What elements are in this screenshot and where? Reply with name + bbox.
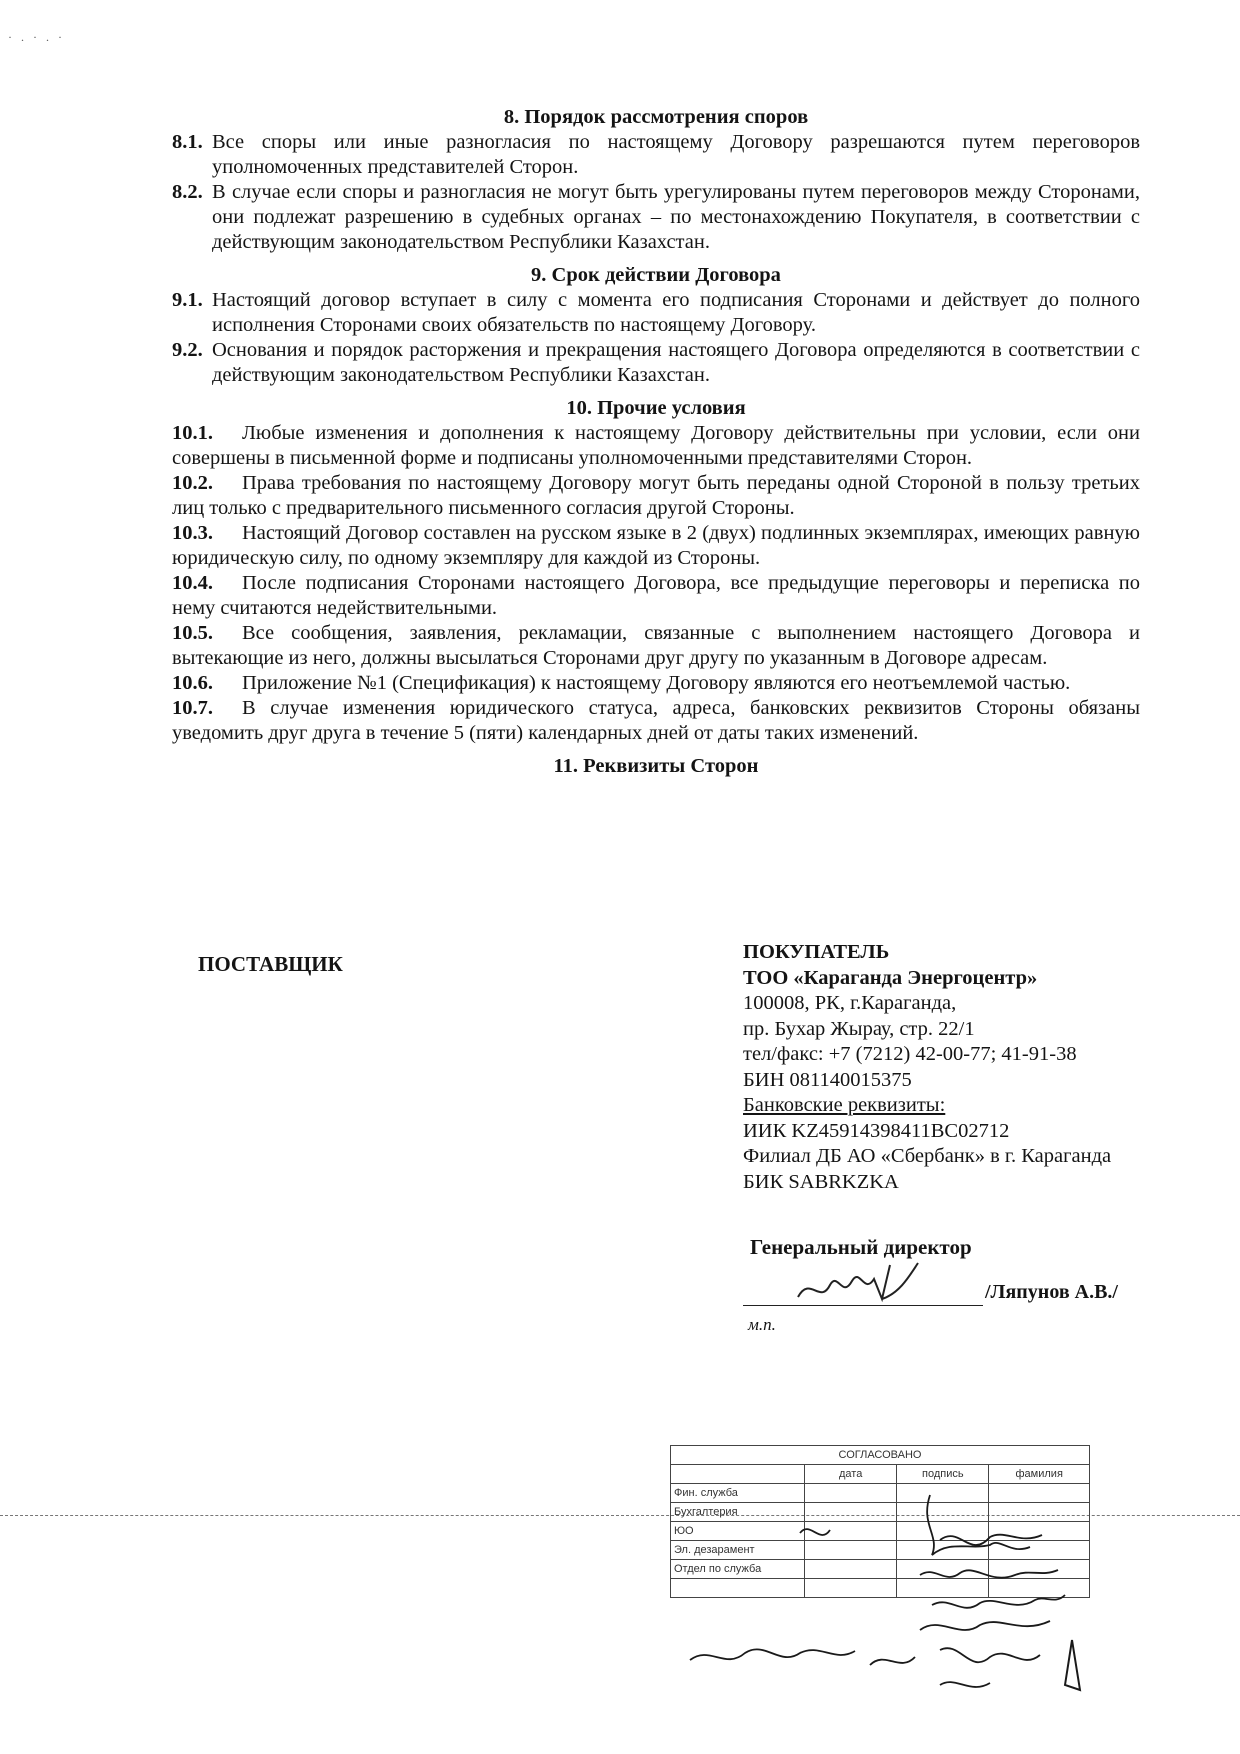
clause-number: 10.5. [172,622,213,644]
clause-10-2 [172,471,1140,521]
clause-number: 10.3. [172,522,213,544]
clause-text: В случае если споры и разногласия не могут быть урегулированы путем переговоров между Сторонами, они подлежат разрешению в судебных органах – по местонахождению Покупателя, в соответствии с действующим законодательством Республики Казахстан. [212,181,1140,253]
clause-9-1 [172,288,1140,338]
section-title: 11. Реквизиты Сторон [553,755,759,777]
clause-text: Настоящий договор вступает в силу с момента его подписания Сторонами и действует до полного исполнения Сторонами своих обязательств по настоящему Договору. [212,289,1140,336]
approval-row-label: Эл. дезарамент [671,1541,805,1560]
buyer-company: ТОО «Караганда Энергоцентр» [743,966,1038,989]
approval-stamp [670,1445,1090,1745]
approval-title: СОГЛАСОВАНО [671,1446,1090,1465]
clause-text: Все сообщения, заявления, рекламации, связанные с выполнением настоящего Договора и вытекающие из него, должны высылаться Сторонами друг другу по указанным в Договоре адресам. [172,622,1140,669]
buyer-label: ПОКУПАТЕЛЬ [743,941,890,963]
clause-text: Любые изменения и дополнения к настоящему Договору действительны при условии, если они совершены в письменной форме и подписаны уполномоченными представителями Сторон. [172,422,1140,469]
clause-8-2 [172,180,1140,255]
approval-row-label: Отдел по служба [671,1560,805,1579]
approval-col-date: дата [805,1465,897,1484]
director-signature [790,1255,960,1315]
clause-text: В случае изменения юридического статуса, адреса, банковских реквизитов Стороны обязаны уведомить друг друга в течение 5 (пяти) календарных дней от даты таких изменений. [172,697,1140,744]
clause-9-2 [172,338,1140,388]
buyer-iik: ИИК KZ45914398411BC02712 [743,1119,1010,1142]
clause-number: 10.1. [172,422,213,444]
section-title: 9. Срок действии Договора [531,264,781,286]
clause-10-7 [172,696,1140,746]
clause-text: Приложение №1 (Спецификация) к настоящему Договору являются его неотъемлемой частью. [242,672,1071,694]
signer-name: /Ляпунов А.В./ [985,1281,1118,1303]
clause-10-4 [172,571,1140,621]
clause-8-1 [172,130,1140,180]
clause-number: 10.7. [172,697,213,719]
approval-row-label: Бухгалтерия [671,1503,805,1522]
clause-number: 10.4. [172,572,213,594]
buyer-details [743,940,1163,1195]
buyer-phone: тел/факс: +7 (7212) 42-00-77; 41-91-38 [743,1043,1077,1065]
buyer-bin: БИН 081140015375 [743,1068,912,1091]
buyer-bank-label: Банковские реквизиты: [743,1094,946,1116]
clause-10-5 [172,621,1140,671]
buyer-bank: Филиал ДБ АО «Сбербанк» в г. Караганда [743,1145,1112,1167]
clause-text: Настоящий Договор составлен на русском языке в 2 (двух) подлинных экземплярах, имеющих равную юридическую силу, по одному экземпляру для каждой из Стороны. [172,522,1140,569]
contract-body [172,105,1140,779]
seal-place-note: м.п. [748,1315,776,1334]
clause-number: 9.2. [172,339,203,361]
buyer-address-line-1: 100008, РК, г.Караганда, [743,992,957,1014]
clause-text: Права требования по настоящему Договору могут быть переданы одной Стороной в пользу третьих лиц только с предварительного письменного согласия другой Стороны. [172,472,1140,519]
buyer-bik: БИК SABRKZKA [743,1170,899,1193]
approval-row-label: ЮО [671,1522,805,1541]
clause-number: 10.6. [172,672,213,694]
clause-number: 8.1. [172,131,203,153]
section-title: 10. Прочие условия [566,397,746,419]
clause-text: Все споры или иные разногласия по настоящему Договору разрешаются путем переговоров уполномоченных представителей Сторон. [212,131,1140,178]
supplier-label: ПОСТАВЩИК [198,952,343,976]
clause-10-6 [172,671,1140,696]
clause-10-3 [172,521,1140,571]
director-title: Генеральный директор [750,1235,972,1259]
clause-text: Основания и порядок расторжения и прекращения настоящего Договора определяются в соответствии с действующим законодательством Республики Казахстан. [212,339,1140,386]
approval-col-surname: фамилия [989,1465,1090,1484]
approval-col-signature: подпись [897,1465,989,1484]
clause-number: 8.2. [172,181,203,203]
clause-text: После подписания Сторонами настоящего Договора, все предыдущие переговоры и переписка по нему считаются недействительными. [172,572,1140,619]
approval-row-label: Фин. служба [671,1484,805,1503]
section-title: 8. Порядок рассмотрения споров [503,106,809,128]
clause-number: 10.2. [172,472,213,494]
scan-specks: · . · . · [8,30,65,44]
clause-10-1 [172,421,1140,471]
approval-handwritten-signatures [670,1445,1090,1745]
buyer-address-line-2: пр. Бухар Жырау, стр. 22/1 [743,1017,975,1040]
clause-number: 9.1. [172,289,203,311]
